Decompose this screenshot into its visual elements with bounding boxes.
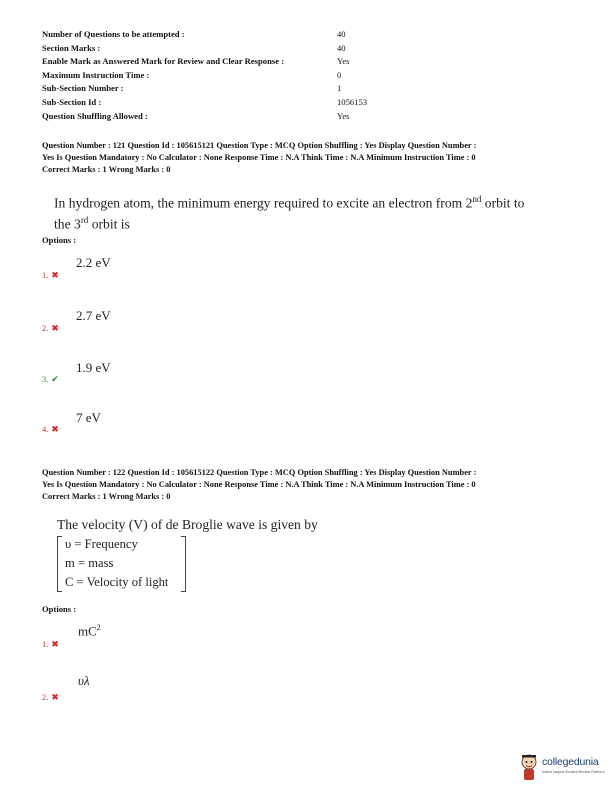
stem-sup: rd bbox=[80, 214, 89, 225]
q122-header-line: Question Number : 122 Question Id : 105615122 Question Type : MCQ Option Shuffling : Yes Display Question Number : bbox=[42, 468, 477, 477]
section-meta bbox=[42, 28, 582, 123]
option-num: 2. bbox=[42, 693, 49, 702]
meta-label: Maximum Instruction Time : bbox=[42, 69, 150, 80]
q121-option-number bbox=[42, 375, 59, 384]
legend-line: υ = Frequency bbox=[65, 537, 138, 551]
q122-header-line: Yes Is Question Mandatory : No Calculator : None Response Time : N.A Think Time : N.A Minimum Instruction Time : 0 bbox=[42, 480, 476, 490]
q121-header bbox=[42, 140, 572, 177]
q122-stem: The velocity (V) of de Broglie wave is given by bbox=[57, 517, 318, 532]
stem-text: In hydrogen atom, the minimum energy required to excite an electron from 2 bbox=[54, 195, 473, 211]
cross-icon: ✖ bbox=[51, 270, 59, 280]
stem-text: the 3 bbox=[54, 216, 81, 232]
cross-icon: ✖ bbox=[51, 323, 59, 333]
q122-header bbox=[42, 467, 572, 504]
q121-option-text: 2.7 eV bbox=[76, 308, 111, 323]
legend-line: m = mass bbox=[65, 556, 114, 570]
logo-name: collegedunia bbox=[542, 756, 599, 768]
option-num: 4. bbox=[42, 425, 49, 434]
q122-option-text: υλ bbox=[78, 673, 90, 688]
q121-header-line: Question Number : 121 Question Id : 105615121 Question Type : MCQ Option Shuffling : Yes Display Question Number : bbox=[42, 141, 477, 150]
cross-icon: ✖ bbox=[51, 424, 59, 434]
meta-row bbox=[42, 69, 582, 83]
meta-label: Enable Mark as Answered Mark for Review and Clear Response : bbox=[42, 56, 285, 67]
q122-option-number bbox=[42, 640, 59, 649]
q121-option-number bbox=[42, 324, 59, 333]
meta-label: Question Shuffling Allowed : bbox=[42, 110, 148, 121]
option-num: 2. bbox=[42, 324, 49, 333]
stem-text: orbit to bbox=[481, 195, 525, 211]
stem-sup: nd bbox=[472, 194, 482, 204]
bracket-right bbox=[181, 536, 186, 592]
bracket-left bbox=[57, 536, 62, 592]
q122-options-label: Options : bbox=[42, 604, 77, 614]
q122-option-text bbox=[78, 623, 101, 639]
meta-value: 1056153 bbox=[337, 96, 368, 107]
q122-header-line: Correct Marks : 1 Wrong Marks : 0 bbox=[42, 492, 171, 502]
meta-value: 1 bbox=[337, 83, 342, 94]
cross-icon: ✖ bbox=[51, 639, 59, 649]
q122-option-number bbox=[42, 693, 59, 702]
meta-value: Yes bbox=[337, 56, 350, 67]
q121-option-text: 1.9 eV bbox=[76, 360, 111, 375]
mascot-icon bbox=[518, 752, 540, 782]
meta-value: 40 bbox=[337, 29, 346, 39]
meta-value: 40 bbox=[337, 42, 346, 53]
option-num: 1. bbox=[42, 271, 49, 280]
q121-option-number bbox=[42, 425, 59, 434]
meta-value: Yes bbox=[337, 110, 350, 121]
check-icon: ✔ bbox=[51, 374, 59, 384]
meta-label: Section Marks : bbox=[42, 42, 101, 53]
option-sup: 2 bbox=[96, 623, 101, 632]
q121-option-number bbox=[42, 271, 59, 280]
option-num: 3. bbox=[42, 375, 49, 384]
option-base: mC bbox=[78, 623, 97, 639]
q121-header-line: Yes Is Question Mandatory : No Calculator : None Response Time : N.A Think Time : N.A Minimum Instruction Time : 0 bbox=[42, 153, 476, 163]
meta-row bbox=[42, 96, 582, 110]
stem-text: orbit is bbox=[88, 216, 130, 232]
legend-line: C = Velocity of light bbox=[65, 575, 169, 589]
q121-stem bbox=[54, 191, 524, 232]
meta-value: 0 bbox=[337, 69, 342, 80]
option-num: 1. bbox=[42, 640, 49, 649]
collegedunia-logo bbox=[518, 752, 608, 784]
meta-row bbox=[42, 42, 582, 56]
q121-options-label: Options : bbox=[42, 235, 77, 245]
meta-row bbox=[42, 110, 582, 124]
meta-label: Sub-Section Number : bbox=[42, 83, 124, 94]
meta-row bbox=[42, 28, 582, 42]
q121-option-text: 2.2 eV bbox=[76, 255, 111, 270]
q121-header-line: Correct Marks : 1 Wrong Marks : 0 bbox=[42, 165, 171, 175]
meta-row bbox=[42, 55, 582, 69]
logo-tagline: India's largest Student Review Platform bbox=[542, 770, 605, 774]
meta-row bbox=[42, 82, 582, 96]
cross-icon: ✖ bbox=[51, 692, 59, 702]
meta-label: Number of Questions to be attempted : bbox=[42, 29, 185, 39]
q122-legend-matrix bbox=[57, 536, 187, 592]
meta-label: Sub-Section Id : bbox=[42, 96, 102, 107]
q121-option-text: 7 eV bbox=[76, 410, 101, 425]
